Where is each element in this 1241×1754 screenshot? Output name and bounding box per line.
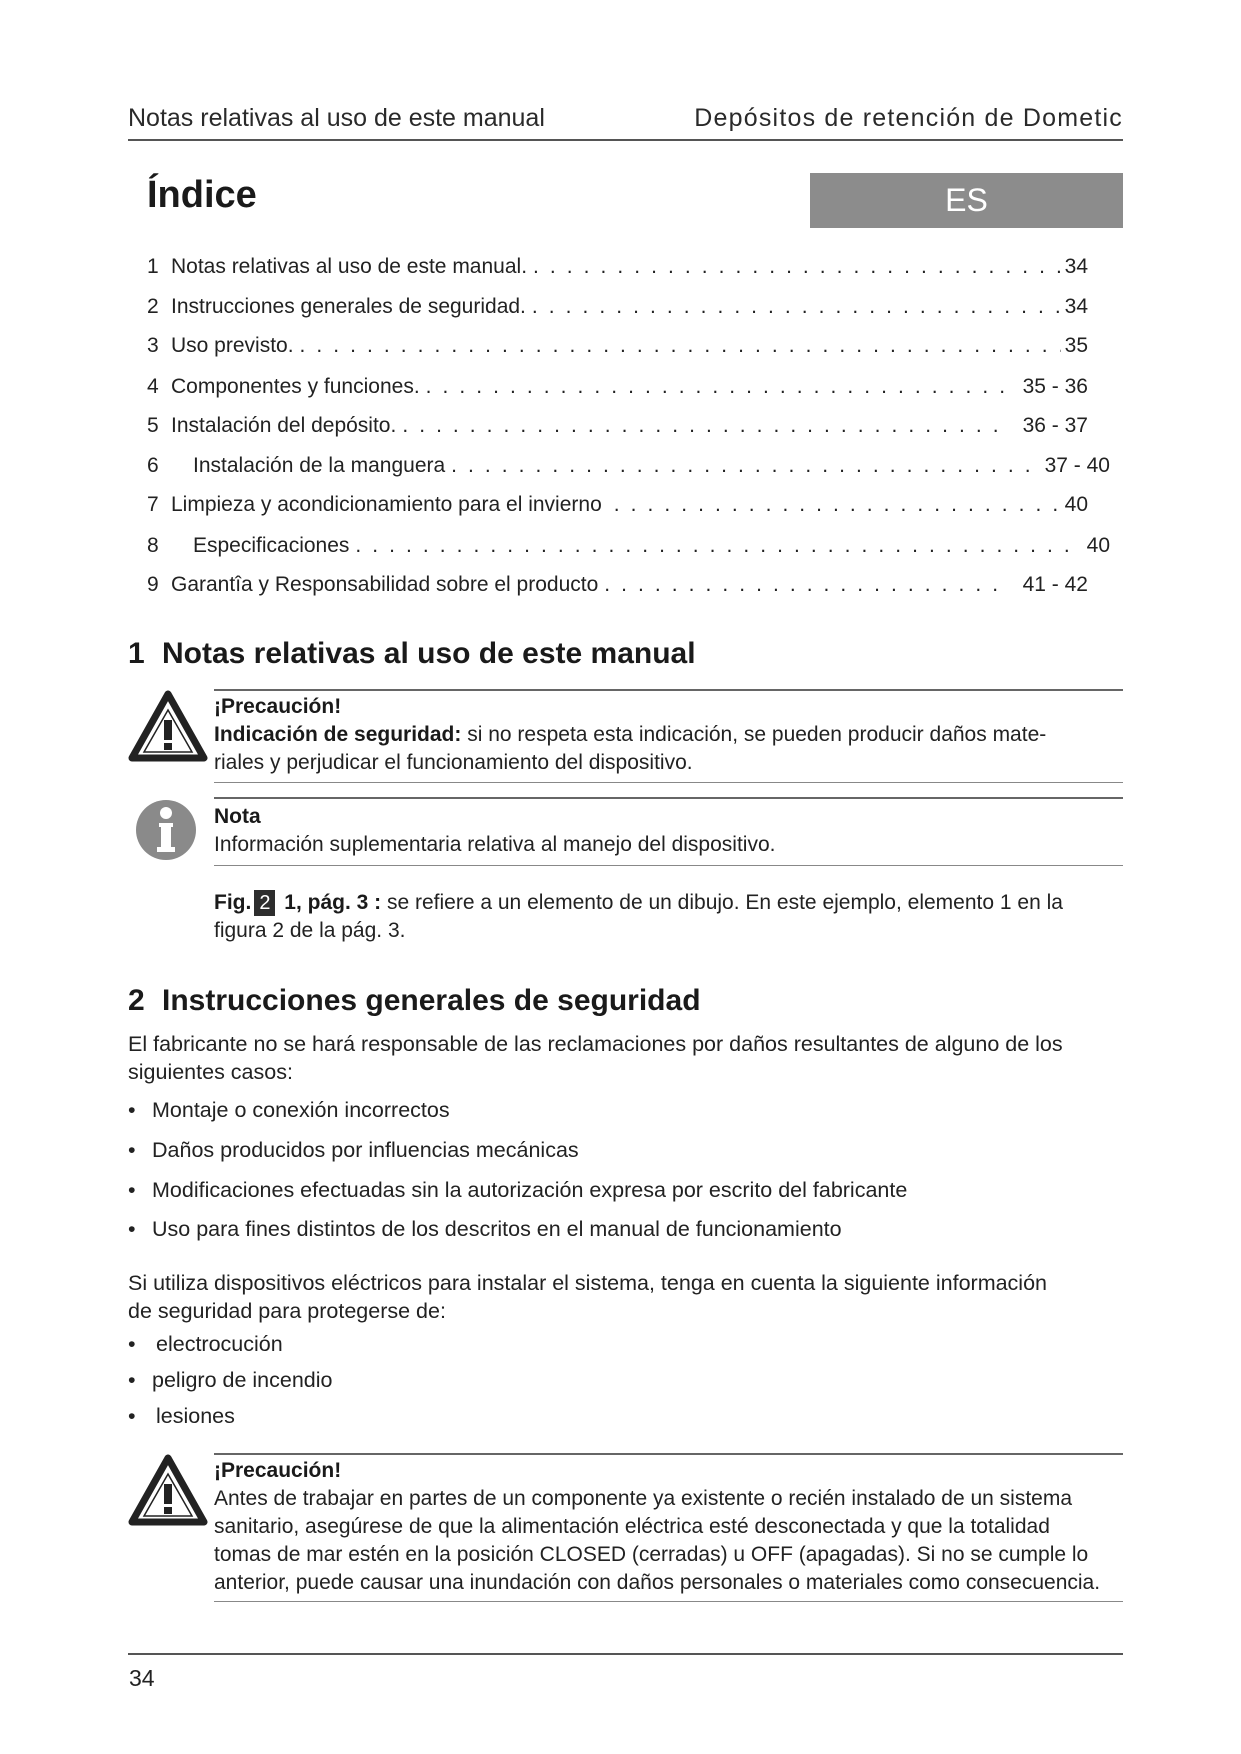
warning-triangle-icon bbox=[128, 690, 208, 762]
hazard-list bbox=[128, 1332, 333, 1440]
caution-line: sanitario, asegúrese de que la alimentación eléctrica esté desconectada y que la totalidad bbox=[214, 1515, 1050, 1538]
toc-entry-6[interactable] bbox=[147, 454, 1110, 478]
running-header-right: Depósitos de retención de Dometic bbox=[694, 104, 1123, 132]
section-number: 2 bbox=[128, 984, 145, 1017]
footer-divider bbox=[128, 1653, 1123, 1655]
toc-entry-page: 34 bbox=[1064, 295, 1088, 318]
warning-triangle-icon bbox=[128, 1454, 208, 1526]
section-number: 1 bbox=[128, 637, 145, 670]
toc-entry-page: 35 bbox=[1064, 334, 1088, 357]
toc-entry-number: 2 bbox=[147, 295, 159, 318]
list-item: • Modificaciones efectuadas sin la autorización expresa por escrito del fabricante bbox=[128, 1178, 907, 1217]
toc-entry-title: Uso previsto. bbox=[171, 334, 294, 357]
fig-ref-line: Fig. 2 1, pág. 3 : se refiere a un elemento de un dibujo. En este ejemplo, elemento 1 en la bbox=[214, 891, 1063, 914]
toc-leader-dots bbox=[614, 493, 1061, 517]
toc-entry-page: 34 bbox=[1064, 255, 1088, 278]
toc-entry-5[interactable] bbox=[147, 414, 1088, 438]
running-header-left: Notas relativas al uso de este manual bbox=[128, 104, 545, 132]
toc-entry-number: 7 bbox=[147, 493, 159, 516]
language-tag: ES bbox=[810, 173, 1123, 228]
caution-title: ¡Precaución! bbox=[214, 695, 342, 718]
page-number: 34 bbox=[129, 1665, 155, 1691]
toc-entry-title: Garantîa y Responsabilidad sobre el producto bbox=[171, 573, 599, 596]
toc-leader-dots bbox=[604, 573, 1008, 597]
toc-entry-number: 3 bbox=[147, 334, 159, 357]
toc-entry-7[interactable] bbox=[147, 493, 1088, 517]
list-item: • electrocución bbox=[128, 1332, 333, 1368]
toc-entry-title: Instalación del depósito. bbox=[171, 414, 397, 437]
caution-label: Indicación de seguridad: bbox=[214, 723, 462, 746]
toc-leader-dots bbox=[532, 295, 1061, 319]
toc-entry-1[interactable] bbox=[147, 255, 1088, 279]
caution-top-rule bbox=[214, 689, 1123, 691]
toc-entry-9[interactable] bbox=[147, 573, 1088, 597]
electrical-safety-intro bbox=[128, 1269, 1123, 1325]
section-title: Notas relativas al uso de este manual bbox=[162, 637, 696, 670]
list-item: • Daños producidos por influencias mecánicas bbox=[128, 1138, 907, 1178]
toc-entry-title: Instrucciones generales de seguridad. bbox=[171, 295, 526, 318]
list-item: • peligro de incendio bbox=[128, 1368, 333, 1404]
toc-leader-dots bbox=[533, 255, 1061, 279]
index-title: Índice bbox=[147, 174, 257, 216]
caution-line: riales y perjudicar el funcionamiento del dispositivo. bbox=[214, 751, 693, 774]
caution-block-2 bbox=[214, 1457, 1123, 1597]
note-title: Nota bbox=[214, 805, 261, 828]
toc-entry-number: 6 bbox=[147, 454, 159, 477]
note-block bbox=[214, 803, 1123, 859]
toc-entry-page: 41 - 42 bbox=[1022, 573, 1088, 596]
toc-entry-4[interactable] bbox=[147, 375, 1088, 399]
liability-cases-list bbox=[128, 1098, 907, 1257]
toc-entry-number: 9 bbox=[147, 573, 159, 596]
toc-leader-dots bbox=[300, 334, 1061, 358]
toc-entry-number: 4 bbox=[147, 375, 159, 398]
section-1-heading bbox=[128, 637, 696, 671]
caution-line: anterior, puede causar una inundación con daños personales o materiales como consecuencia. bbox=[214, 1571, 1101, 1594]
figure-number-box: 2 bbox=[254, 890, 275, 916]
note-bottom-rule bbox=[214, 865, 1123, 866]
section-title: Instrucciones generales de seguridad bbox=[162, 984, 701, 1017]
toc-entry-page: 36 - 37 bbox=[1022, 414, 1088, 437]
note-text: Información suplementaria relativa al manejo del dispositivo. bbox=[214, 833, 776, 856]
toc-entry-title: Limpieza y acondicionamiento para el invierno bbox=[171, 493, 602, 516]
paragraph-line: Si utiliza dispositivos eléctricos para instalar el sistema, tenga en cuenta la siguiente información bbox=[128, 1271, 1047, 1295]
fig-label: Fig. bbox=[214, 891, 252, 914]
caution-line: Indicación de seguridad: si no respeta esta indicación, se pueden producir daños mate- bbox=[214, 723, 1047, 746]
info-icon bbox=[134, 798, 198, 862]
toc-entry-title: Componentes y funciones. bbox=[171, 375, 420, 398]
toc-entry-page: 40 bbox=[1086, 534, 1110, 557]
toc-entry-number: 5 bbox=[147, 414, 159, 437]
liability-intro bbox=[128, 1030, 1123, 1086]
caution-bottom-rule bbox=[214, 1601, 1123, 1602]
toc-entry-8[interactable] bbox=[147, 534, 1110, 558]
toc-entry-2[interactable] bbox=[147, 295, 1088, 319]
caution-line: Antes de trabajar en partes de un componente ya existente o recién instalado de un sistema bbox=[214, 1487, 1073, 1510]
toc-leader-dots bbox=[426, 375, 1009, 399]
toc-entry-page: 40 bbox=[1064, 493, 1088, 516]
list-item: • Montaje o conexión incorrectos bbox=[128, 1098, 907, 1138]
toc-entry-title: Notas relativas al uso de este manual. bbox=[171, 255, 528, 278]
caution-title: ¡Precaución! bbox=[214, 1459, 342, 1482]
header-divider bbox=[128, 139, 1123, 141]
toc-entry-number: 8 bbox=[147, 534, 159, 557]
fig-ref: 1, pág. 3 : bbox=[278, 891, 382, 914]
toc-entry-title: Instalación de la manguera bbox=[193, 454, 446, 477]
paragraph-line: de seguridad para protegerse de: bbox=[128, 1299, 446, 1323]
note-top-rule bbox=[214, 797, 1123, 799]
caution-line: tomas de mar estén en la posición CLOSED (cerradas) u OFF (apagadas). Si no se cumple lo bbox=[214, 1543, 1089, 1566]
toc-entry-title: Especificaciones bbox=[193, 534, 350, 557]
caution-top-rule bbox=[214, 1453, 1123, 1455]
paragraph-line: El fabricante no se hará responsable de las reclamaciones por daños resultantes de alguno de los bbox=[128, 1032, 1063, 1056]
toc-entry-number: 1 bbox=[147, 255, 159, 278]
toc-entry-3[interactable] bbox=[147, 334, 1088, 358]
fig-ref-line: figura 2 de la pág. 3. bbox=[214, 919, 406, 942]
section-2-heading bbox=[128, 984, 701, 1018]
list-item: • Uso para fines distintos de los descritos en el manual de funcionamiento bbox=[128, 1217, 907, 1257]
caution-bottom-rule bbox=[214, 782, 1123, 783]
toc-entry-page: 35 - 36 bbox=[1022, 375, 1088, 398]
figure-reference-explanation bbox=[214, 889, 1123, 945]
toc-leader-dots bbox=[402, 414, 1008, 438]
toc-entry-page: 37 - 40 bbox=[1044, 454, 1110, 477]
caution-block-1 bbox=[214, 693, 1123, 777]
toc-leader-dots bbox=[451, 454, 1030, 478]
toc-leader-dots bbox=[355, 534, 1076, 558]
paragraph-line: siguientes casos: bbox=[128, 1060, 293, 1084]
list-item: • lesiones bbox=[128, 1404, 333, 1440]
